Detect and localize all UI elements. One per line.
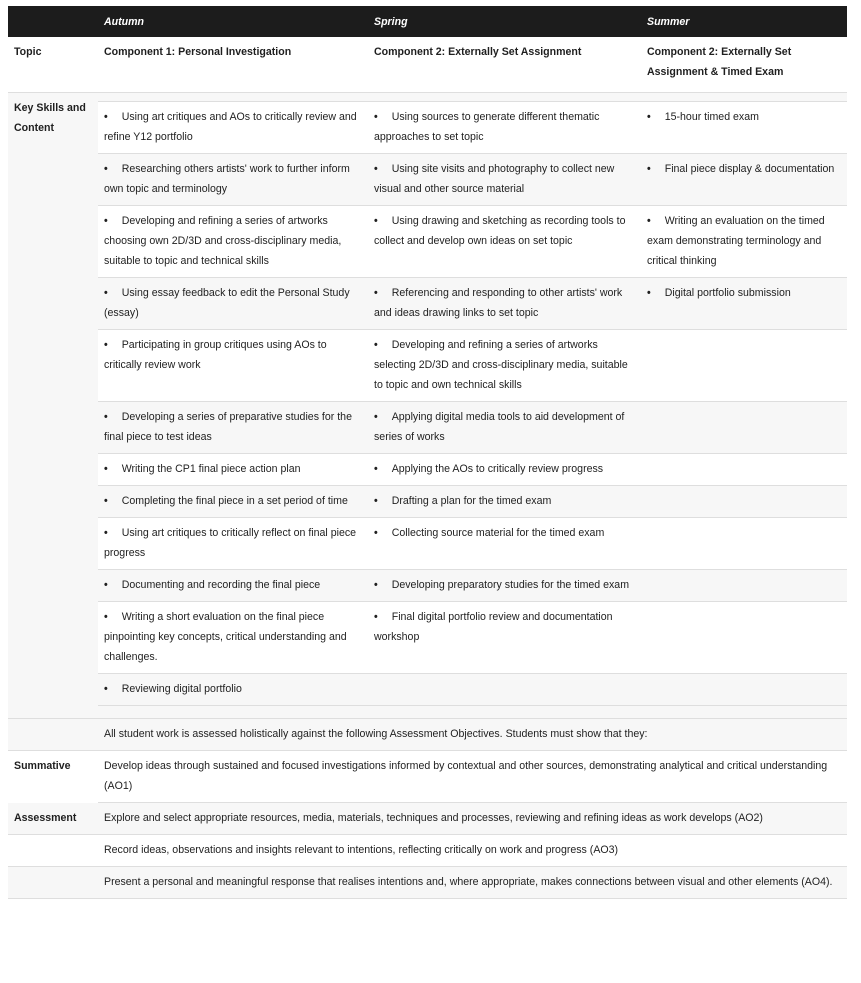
skill-text: • Referencing and responding to other artists' work and ideas drawing links to set topic [374, 287, 622, 319]
ao3-row [8, 835, 847, 867]
skill-text: • Using site visits and photography to collect new visual and other source material [374, 163, 614, 195]
skill-spring [368, 674, 641, 706]
skill-autumn [98, 486, 368, 518]
header-row [8, 6, 847, 37]
header-spring: Spring [368, 6, 641, 37]
skill-autumn [98, 102, 368, 154]
skill-spring [368, 402, 641, 454]
skill-text: • Developing and refining a series of artworks selecting 2D/3D and cross-disciplinary media, suitable to topic and own technical skills [374, 339, 628, 391]
topic-spring: Component 2: Externally Set Assignment [368, 37, 641, 93]
skill-text: • Using drawing and sketching as recording tools to collect and develop own ideas on set topic [374, 215, 626, 247]
assessment-label: Assessment [8, 803, 98, 835]
skill-summer [641, 602, 847, 674]
skill-text: • Final piece display & documentation [647, 163, 834, 175]
skills-label: Key Skills and Content [8, 93, 98, 719]
skills-row [8, 206, 847, 278]
skill-spring [368, 102, 641, 154]
topic-summer: Component 2: Externally Set Assignment & Timed Exam [641, 37, 847, 93]
skill-autumn [98, 570, 368, 602]
ao2-text: Explore and select appropriate resources, media, materials, techniques and processes, reviewing and refining ideas as work develops (AO2) [98, 803, 847, 835]
ao3-text: Record ideas, observations and insights relevant to intentions, reflecting critically on work and progress (AO3) [98, 835, 847, 867]
skill-text: • Applying digital media tools to aid development of series of works [374, 411, 624, 443]
header-autumn: Autumn [98, 6, 368, 37]
skill-spring [368, 486, 641, 518]
skill-text: • Using sources to generate different thematic approaches to set topic [374, 111, 599, 143]
spacer-row [8, 706, 847, 719]
skill-text: • Using essay feedback to edit the Personal Study (essay) [104, 287, 350, 319]
skill-text: • Applying the AOs to critically review progress [374, 463, 603, 475]
skill-autumn [98, 674, 368, 706]
skill-text: • Documenting and recording the final piece [104, 579, 320, 591]
skill-text: • Researching others artists' work to further inform own topic and terminology [104, 163, 350, 195]
skill-text: • Participating in group critiques using AOs to critically review work [104, 339, 327, 371]
skill-summer [641, 154, 847, 206]
skill-spring [368, 206, 641, 278]
skill-text: • Writing the CP1 final piece action plan [104, 463, 301, 475]
skill-text: • Using art critiques to critically reflect on final piece progress [104, 527, 356, 559]
skills-row [8, 570, 847, 602]
assessment-intro-row [8, 719, 847, 751]
skill-summer [641, 486, 847, 518]
skill-summer [641, 102, 847, 154]
header-summer: Summer [641, 6, 847, 37]
skills-row [8, 330, 847, 402]
ao4-text: Present a personal and meaningful response that realises intentions and, where appropriate, makes connections between visual and other elements (AO4). [98, 867, 847, 899]
skill-summer [641, 278, 847, 330]
skill-text: • Developing a series of preparative studies for the final piece to test ideas [104, 411, 352, 443]
topic-autumn: Component 1: Personal Investigation [98, 37, 368, 93]
skill-autumn [98, 206, 368, 278]
skill-spring [368, 330, 641, 402]
skills-row [8, 486, 847, 518]
ao1-text: Develop ideas through sustained and focused investigations informed by contextual and other sources, demonstrating analytical and critical understanding (AO1) [98, 751, 847, 803]
skill-autumn [98, 402, 368, 454]
assessment-intro: All student work is assessed holistically against the following Assessment Objectives. Students must show that they: [98, 719, 847, 751]
skill-summer [641, 454, 847, 486]
skill-text: • Developing and refining a series of artworks choosing own 2D/3D and cross-disciplinary media, suitable to topic and technical skills [104, 215, 341, 267]
skills-row [8, 454, 847, 486]
ao1-row [8, 751, 847, 803]
skill-summer [641, 402, 847, 454]
skill-spring [368, 154, 641, 206]
skill-autumn [98, 330, 368, 402]
skills-row [8, 102, 847, 154]
skill-text: • Digital portfolio submission [647, 287, 791, 299]
ao4-row [8, 867, 847, 899]
skill-summer [641, 674, 847, 706]
skill-autumn [98, 602, 368, 674]
spacer-row [8, 93, 847, 102]
skill-summer [641, 518, 847, 570]
skill-spring [368, 602, 641, 674]
skills-row [8, 518, 847, 570]
skill-text: • Collecting source material for the timed exam [374, 527, 604, 539]
skill-autumn [98, 278, 368, 330]
skill-text: • Final digital portfolio review and documentation workshop [374, 611, 613, 643]
curriculum-table [8, 6, 847, 899]
skill-spring [368, 570, 641, 602]
skill-autumn [98, 518, 368, 570]
skill-spring [368, 454, 641, 486]
skills-row [8, 674, 847, 706]
skills-row [8, 602, 847, 674]
skill-text: • Drafting a plan for the timed exam [374, 495, 551, 507]
skill-spring [368, 518, 641, 570]
skill-text: • 15-hour timed exam [647, 111, 759, 123]
summative-label: Summative [14, 760, 71, 772]
ao2-row [8, 803, 847, 835]
skill-text: • Completing the final piece in a set period of time [104, 495, 348, 507]
skill-autumn [98, 454, 368, 486]
skills-row [8, 402, 847, 454]
skill-text: • Reviewing digital portfolio [104, 683, 242, 695]
topic-row [8, 37, 847, 93]
skill-text: • Writing an evaluation on the timed exam demonstrating terminology and critical thinking [647, 215, 825, 267]
skill-autumn [98, 154, 368, 206]
skill-spring [368, 278, 641, 330]
skill-text: • Writing a short evaluation on the final piece pinpointing key concepts, critical understanding and challenges. [104, 611, 347, 663]
skill-summer [641, 206, 847, 278]
skill-text: • Using art critiques and AOs to critically review and refine Y12 portfolio [104, 111, 357, 143]
skill-summer [641, 570, 847, 602]
skills-row [8, 154, 847, 206]
topic-label: Topic [8, 37, 98, 93]
header-blank [8, 6, 98, 37]
curriculum-table-container [8, 6, 847, 899]
skill-text: • Developing preparatory studies for the timed exam [374, 579, 629, 591]
skills-row [8, 278, 847, 330]
skill-summer [641, 330, 847, 402]
